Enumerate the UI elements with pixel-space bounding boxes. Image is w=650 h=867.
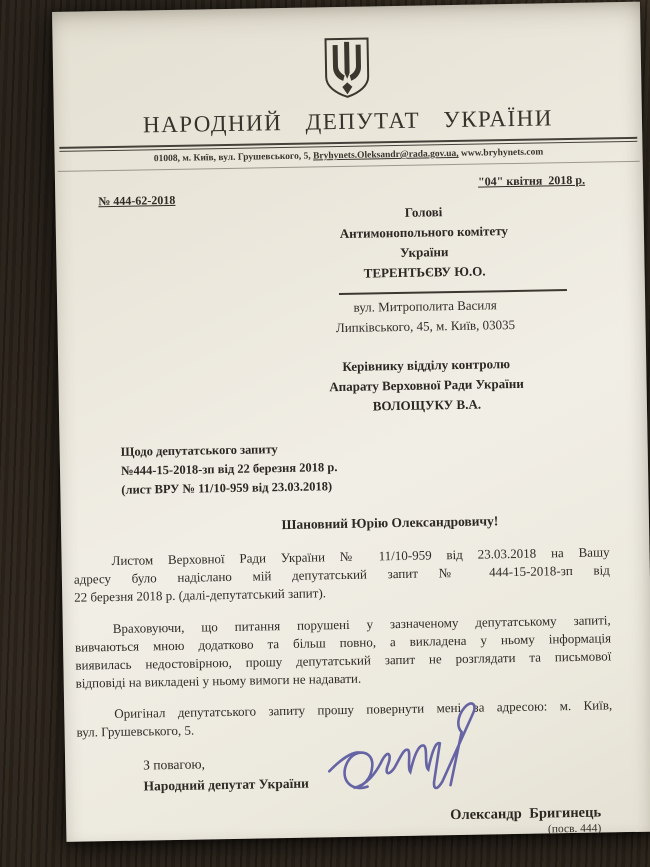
closing-block <box>143 746 650 797</box>
recipient-rada-control-dept: Керівнику відділу контролю Апарату Верховної Ради України ВОЛОЩУКУ В.А. <box>329 356 524 414</box>
body-paragraph-2: Враховуючи, що питання порушені у зазначеному депутатському запиті, вивчаються мною додатково та більш повно, а викладена у ньому інформація виявилась недостовірною, прошу депутатський запит не розглядати та письмової відповіді на викладені у ньому вимоги не надавати. <box>74 612 612 691</box>
reference-row <box>55 172 643 209</box>
address-text: 01008, м. Київ, вул. Грушевського, 5, <box>153 151 314 165</box>
signer-credential: (посв. 444) <box>547 822 602 836</box>
letterhead-title: НАРОДНИЙ ДЕПУТАТ УКРАЇНИ <box>142 105 554 138</box>
body-paragraph-1: Листом Верховної Ради України № 11/10-959 від 23.03.2018 на Вашу адресу було надіслано мій депутатський запит № 444-15-2018-зп від 22 березня 2018 р. (далі-депутатський запит). <box>73 544 610 605</box>
regards-line: З повагою, <box>143 756 205 773</box>
letter-date: "04" квітня 2018 р. <box>477 172 586 189</box>
body-paragraph-3: Оригінал депутатського запиту прошу повернути мені за адресою: м. Київ, вул. Грушевського, 5. <box>76 697 613 740</box>
signer-block <box>66 804 650 844</box>
signer-name: Олександр Бригинець <box>450 804 602 824</box>
letter-page <box>52 2 650 842</box>
salutation-line: Шановний Юрію Олександровичу! <box>281 513 499 533</box>
recipient-street-address: вул. Митрополита Василя Липківського, 45, м. Київ, 03035 <box>335 297 516 336</box>
website-text: www.bryhynets.com <box>458 147 544 159</box>
recipient-antimonopoly-committee: Голові Антимонопольного комітету України ТЕРЕНТЬЄВУ Ю.О. <box>339 204 509 281</box>
outgoing-number: № 444-62-2018 <box>98 192 176 209</box>
email-link: Bryhynets.Oleksandr@rada.gov.ua, <box>312 148 459 162</box>
position-line: Народний депутат України <box>143 775 309 794</box>
subject-block: Щодо депутатського запиту №444-15-2018-зп від 22 березня 2018 р. (лист ВРУ № 11/10-959 від 23.03.2018) <box>120 442 338 497</box>
tryzub-emblem-icon <box>321 36 372 99</box>
